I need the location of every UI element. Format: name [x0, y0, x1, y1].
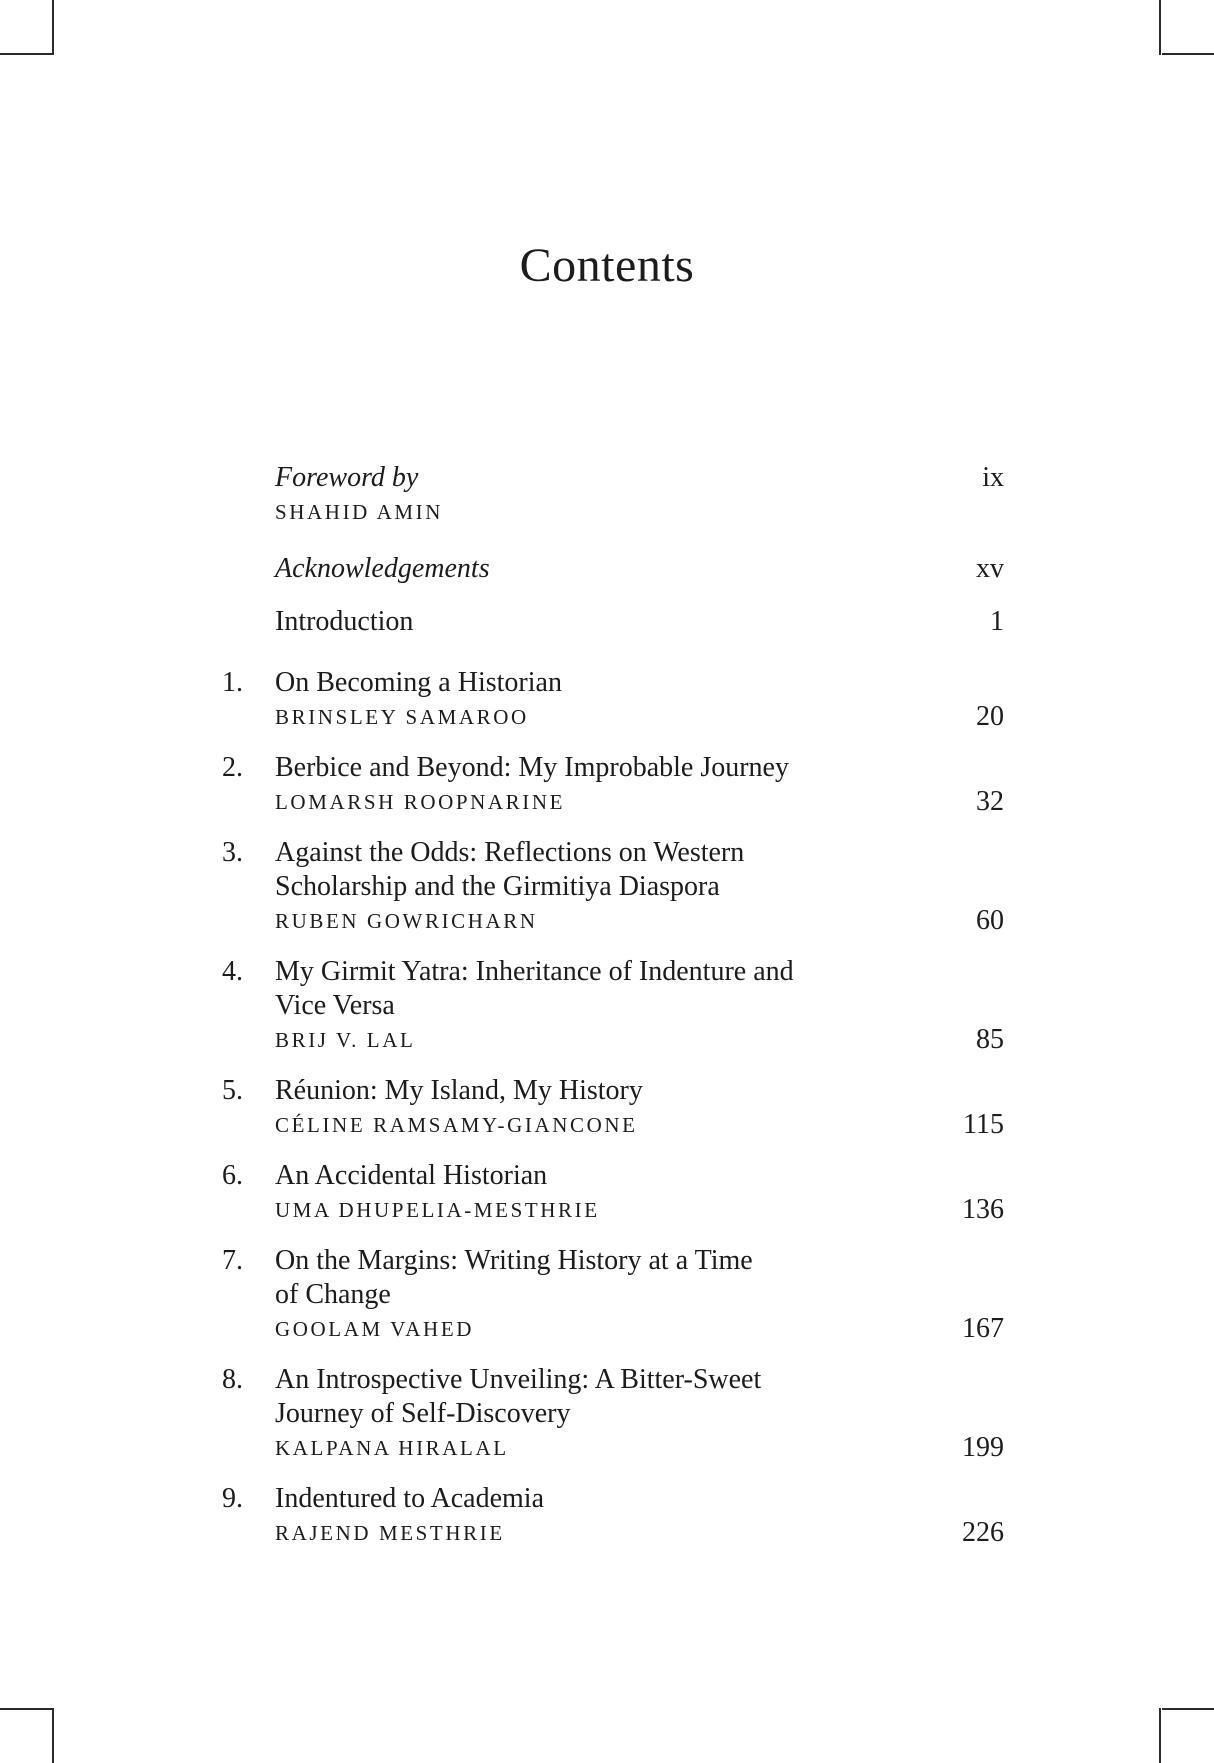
chapter-number: 4. [222, 956, 243, 987]
page-number: 136 [962, 1194, 1004, 1225]
chapter-number: 2. [222, 752, 243, 783]
chapter-author: BRINSLEY SAMAROO [275, 705, 529, 729]
toc-entry-chapter-9[interactable] [222, 1482, 1004, 1550]
chapter-number: 1. [222, 667, 243, 698]
chapter-number: 8. [222, 1364, 243, 1395]
chapter-title: Réunion: My Island, My History [275, 1075, 643, 1106]
entry-title: Introduction [275, 606, 414, 637]
chapter-title: An Accidental Historian [275, 1160, 548, 1191]
crop-mark-top-left [52, 0, 54, 55]
chapter-number: 9. [222, 1483, 243, 1514]
page-number: 20 [976, 701, 1004, 732]
entry-title: Acknowledgements [275, 553, 490, 584]
crop-mark-bottom-left [0, 1708, 52, 1710]
chapter-title: Berbice and Beyond: My Improbable Journey [275, 752, 789, 783]
crop-mark-bottom-left [52, 1708, 54, 1763]
crop-mark-bottom-right [1162, 1708, 1214, 1710]
chapter-title-continued: Journey of Self-Discovery [275, 1398, 571, 1429]
chapter-number: 5. [222, 1075, 243, 1106]
chapter-number: 7. [222, 1245, 243, 1276]
chapter-title-continued: Vice Versa [275, 990, 395, 1021]
entry-author: SHAHID AMIN [275, 500, 444, 524]
chapter-author: BRIJ V. LAL [275, 1028, 416, 1052]
crop-mark-top-right [1159, 0, 1161, 55]
chapter-title: An Introspective Unveiling: A Bitter-Sweet [275, 1364, 762, 1395]
toc-entry-chapter-6[interactable] [222, 1159, 1004, 1227]
toc-entry-chapter-3[interactable] [222, 836, 1004, 938]
crop-mark-bottom-right [1159, 1708, 1161, 1763]
toc-entry-chapter-4[interactable] [222, 955, 1004, 1057]
toc-entry-chapter-2[interactable] [222, 751, 1004, 819]
toc-entry-foreword[interactable] [222, 461, 1004, 529]
chapter-title: On the Margins: Writing History at a Time [275, 1245, 753, 1276]
chapter-title: On Becoming a Historian [275, 667, 562, 698]
page-number: 60 [976, 905, 1004, 936]
crop-mark-top-right [1162, 53, 1214, 55]
page-number: xv [976, 553, 1004, 584]
toc-entry-introduction[interactable] [222, 605, 1004, 639]
chapter-author: RAJEND MESTHRIE [275, 1521, 505, 1545]
toc-entry-chapter-8[interactable] [222, 1363, 1004, 1465]
toc-entry-chapter-1[interactable] [222, 666, 1004, 734]
chapter-author: CÉLINE RAMSAMY-GIANCONE [275, 1113, 638, 1137]
toc-entry-acknowledgements[interactable] [222, 552, 1004, 586]
chapter-author: GOOLAM VAHED [275, 1317, 475, 1341]
chapter-title: My Girmit Yatra: Inheritance of Indenture and [275, 956, 794, 987]
entry-title: Foreword by [275, 462, 419, 493]
page-number: ix [982, 462, 1004, 493]
chapter-author: UMA DHUPELIA-MESTHRIE [275, 1198, 600, 1222]
page-number: 167 [962, 1313, 1004, 1344]
chapter-number: 3. [222, 837, 243, 868]
page-number: 1 [990, 606, 1004, 637]
toc-entry-chapter-5[interactable] [222, 1074, 1004, 1142]
chapter-title-continued: of Change [275, 1279, 391, 1310]
chapter-title-continued: Scholarship and the Girmitiya Diaspora [275, 871, 720, 902]
page-number: 32 [976, 786, 1004, 817]
chapter-title: Against the Odds: Reflections on Western [275, 837, 745, 868]
chapter-author: KALPANA HIRALAL [275, 1436, 509, 1460]
toc-entry-chapter-7[interactable] [222, 1244, 1004, 1346]
crop-mark-top-left [0, 53, 52, 55]
chapter-title: Indentured to Academia [275, 1483, 545, 1514]
page-number: 85 [976, 1024, 1004, 1055]
chapter-number: 6. [222, 1160, 243, 1191]
page-number: 226 [962, 1517, 1004, 1548]
page-number: 115 [963, 1109, 1004, 1140]
page-title: Contents [519, 239, 695, 292]
chapter-author: RUBEN GOWRICHARN [275, 909, 538, 933]
page-number: 199 [962, 1432, 1004, 1463]
chapter-author: LOMARSH ROOPNARINE [275, 790, 566, 814]
